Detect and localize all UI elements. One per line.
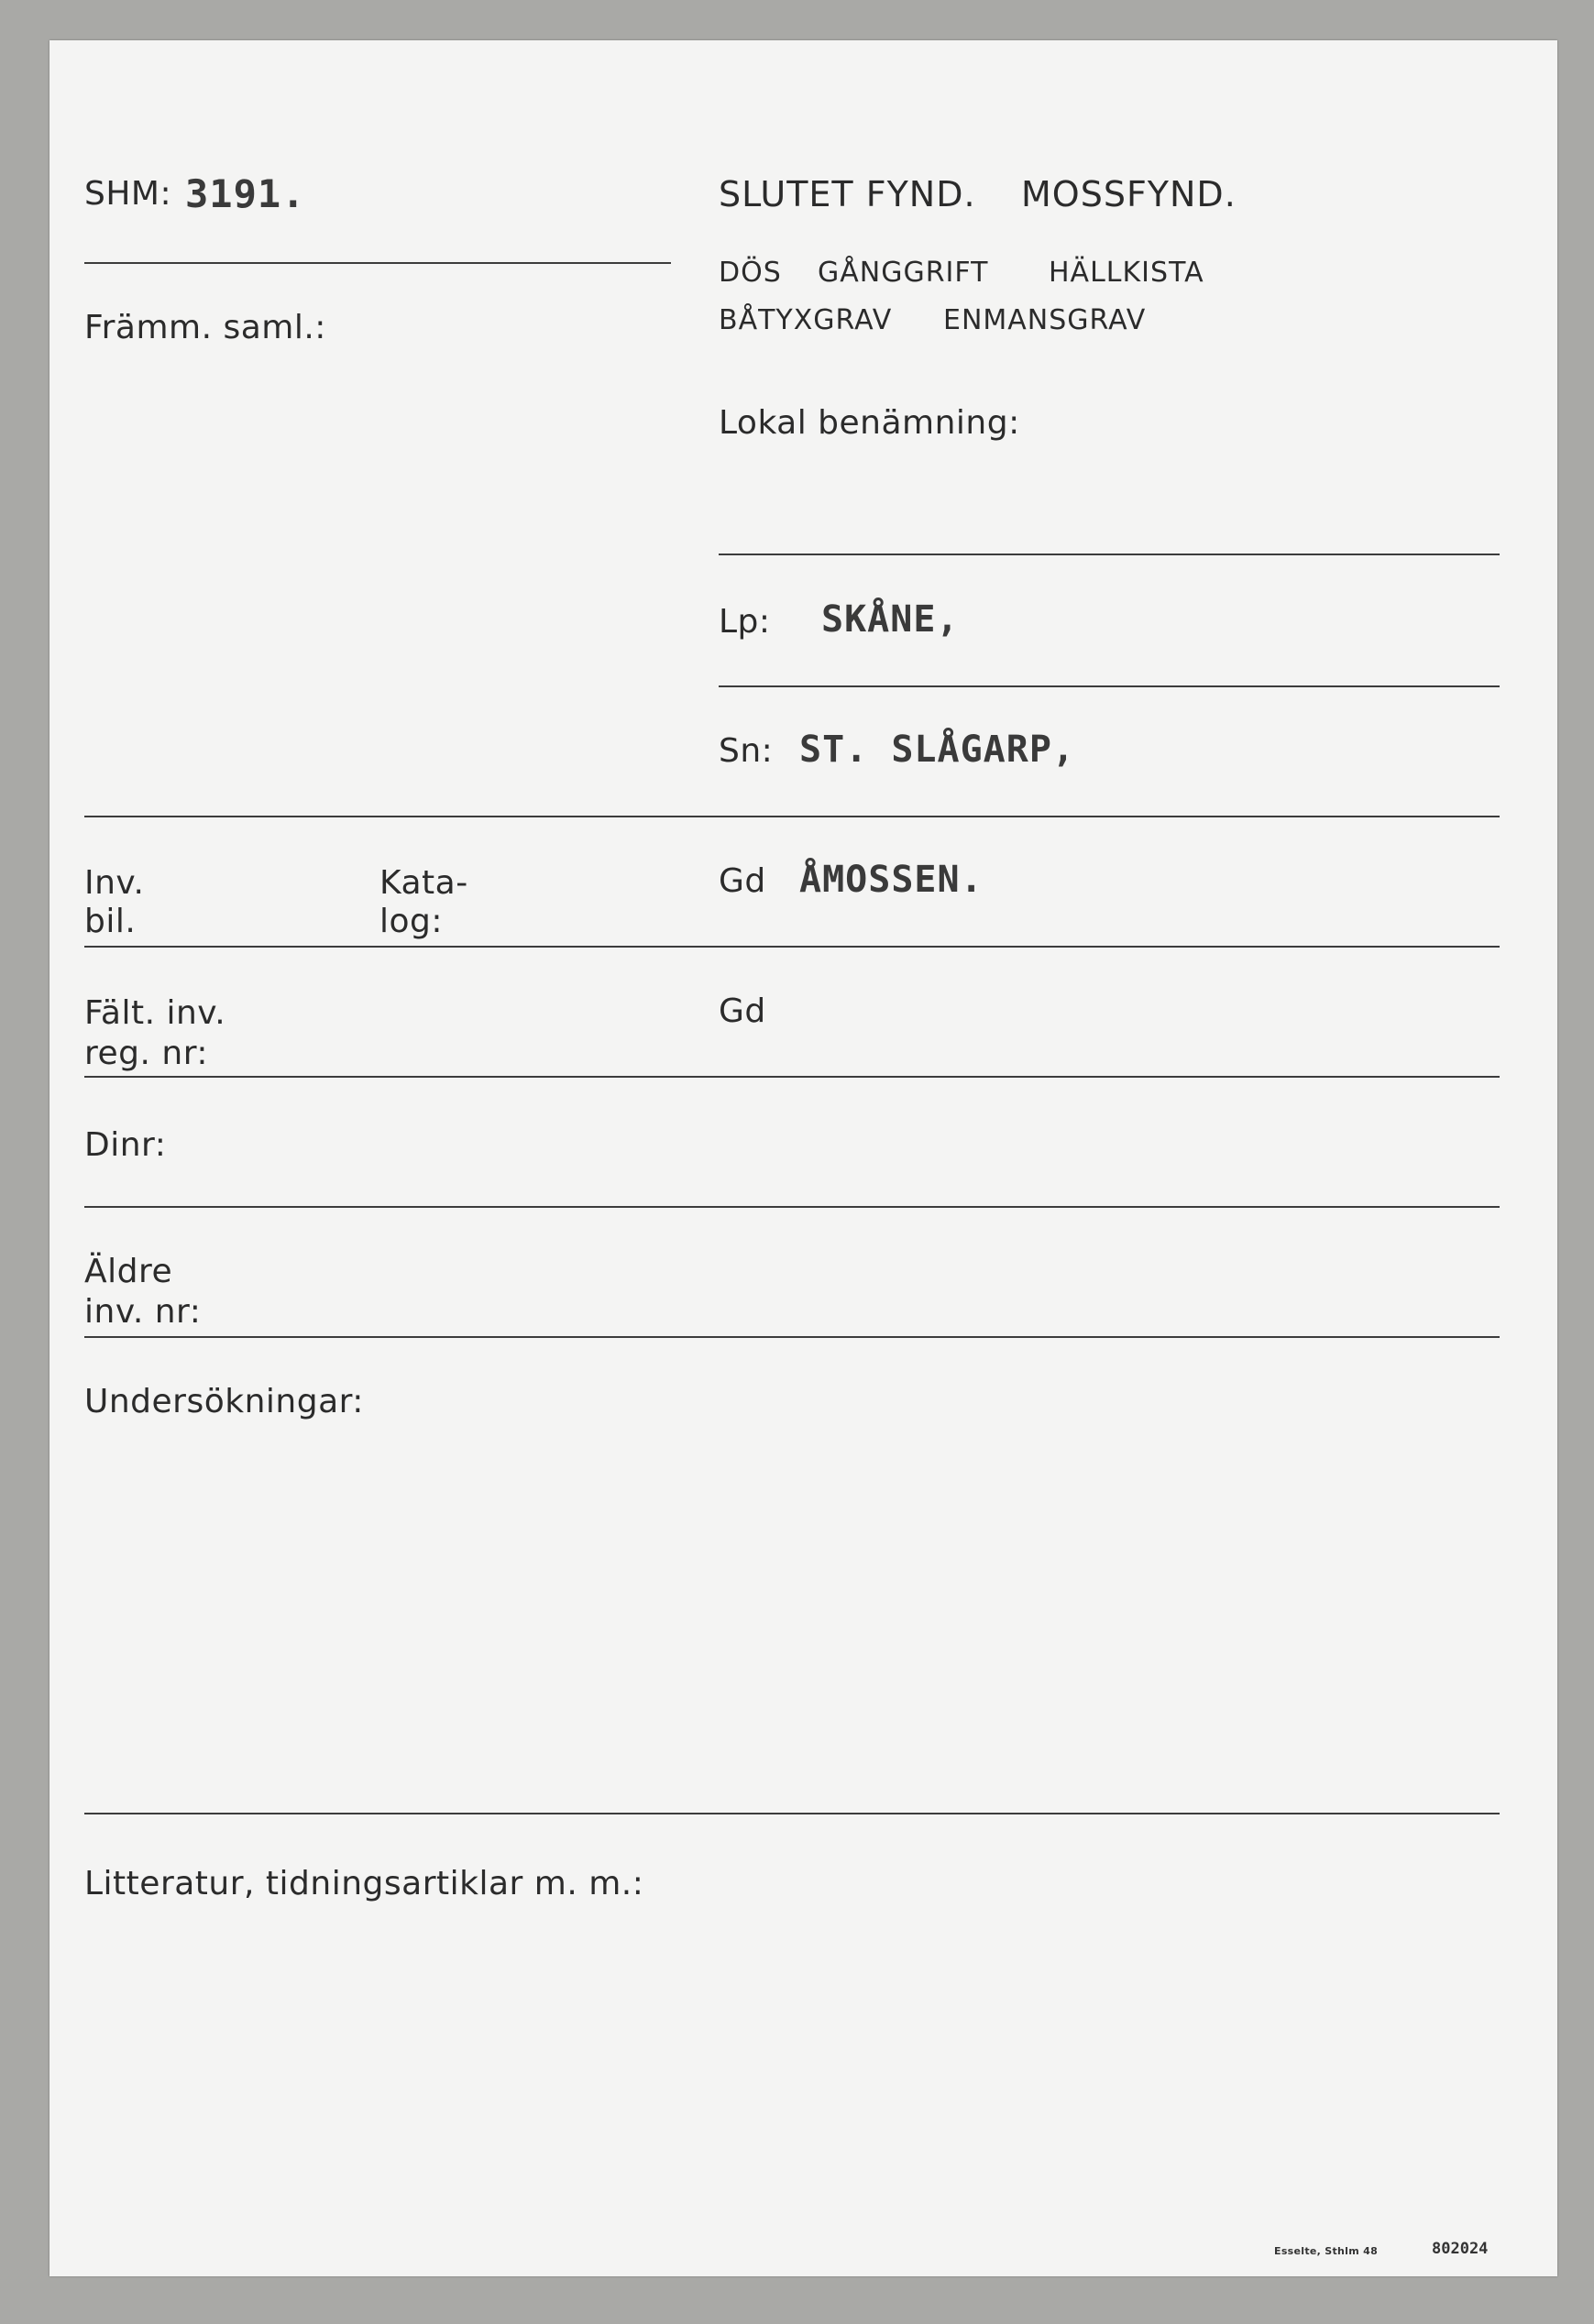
aldre-label-line1: Äldre — [84, 1253, 173, 1290]
find-record-card — [49, 40, 1557, 2276]
lokal-benamning-label: Lokal benämning: — [719, 404, 1020, 442]
shm-label: SHM: — [84, 175, 172, 213]
inv-label-line2: bil. — [84, 903, 137, 940]
lp-value: SKÅNE, — [821, 598, 960, 641]
divider — [84, 1206, 1500, 1208]
falt-inv-label-line2: reg. nr: — [84, 1035, 209, 1072]
litteratur-label: Litteratur, tidningsartiklar m. m.: — [84, 1865, 644, 1902]
inv-label-line1: Inv. — [84, 864, 145, 902]
falt-inv-label-line1: Fält. inv. — [84, 994, 226, 1032]
grave-type-ganggrift: GÅNGGRIFT — [818, 257, 989, 289]
divider — [719, 685, 1500, 687]
form-number: 802024 — [1432, 2240, 1489, 2258]
divider — [84, 1336, 1500, 1338]
framm-saml-label: Främm. saml.: — [84, 309, 326, 346]
divider — [84, 946, 1500, 948]
katalog-label-line1: Kata- — [379, 864, 468, 902]
divider — [84, 1076, 1500, 1078]
printer-imprint: Esselte, Sthlm 48 — [1274, 2245, 1379, 2257]
mossfynd-label: MOSSFYND. — [1021, 174, 1237, 214]
divider — [84, 262, 671, 264]
aldre-label-line2: inv. nr: — [84, 1293, 202, 1331]
sn-value: ST. SLÅGARP, — [799, 729, 1075, 771]
gd1-label: Gd — [719, 862, 766, 900]
katalog-label-line2: log: — [379, 903, 444, 940]
undersokningar-label: Undersökningar: — [84, 1383, 364, 1420]
lp-label: Lp: — [719, 603, 771, 641]
grave-type-batyxgrav: BÅTYXGRAV — [719, 304, 893, 336]
sn-label: Sn: — [719, 732, 774, 770]
gd2-label: Gd — [719, 992, 766, 1030]
grave-type-hallkista: HÄLLKISTA — [1049, 257, 1204, 289]
shm-value: 3191. — [185, 171, 306, 216]
divider — [84, 816, 1500, 817]
divider — [84, 1813, 1500, 1814]
grave-type-dos: DÖS — [719, 257, 782, 289]
gd1-value: ÅMOSSEN. — [799, 859, 984, 901]
slutet-fynd-label: SLUTET FYND. — [719, 174, 976, 214]
grave-type-enmansgrav: ENMANSGRAV — [943, 304, 1147, 336]
divider — [719, 554, 1500, 555]
dinr-label: Dinr: — [84, 1126, 167, 1164]
